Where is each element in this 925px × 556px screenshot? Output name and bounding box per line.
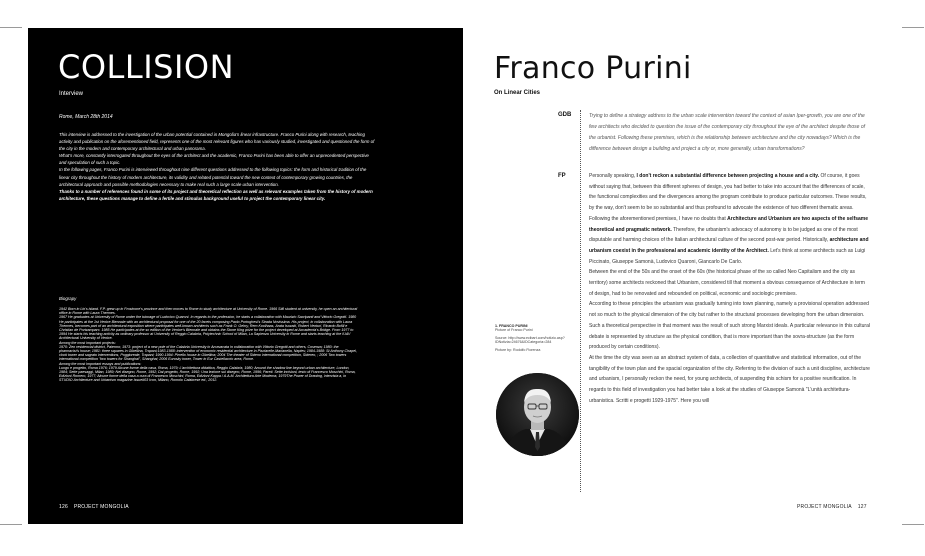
caption-title: 1. FRANCO PURINI bbox=[495, 324, 528, 328]
bio-paragraph: Among the most important projects: bbox=[59, 340, 116, 345]
page-subtitle: Interview bbox=[59, 91, 84, 97]
answer-paragraph bbox=[589, 171, 870, 267]
answer-speaker-label: FP bbox=[558, 173, 566, 179]
caption-title-block bbox=[495, 324, 583, 333]
crop-mark bbox=[0, 27, 22, 28]
bio-paragraph: Luogo e progetto, Roma 1976; 1979 Alcune forme della casa, Roma, 1979; L'architettura didattica, Reggio Calabria, 1980; Around the shadow line beyond urban architecture, London, 1984; Sette paesaggi, Milan, 1989; Nel disegno, Rome, 1992; Dal progetto, Rome, 1992; Una lezione sul disegno, Rome, 1996; Pareti. Sette incisioni, testo di Francesco Moschini, Roma, Edizioni Romero, 1977; Alcune forme della casa a cura di Francesco Moschini, Roma, Edizioni Kappa / A.A.M. Architettura Arte Moderna, 1979The Power of Drawing, intervista a, in STUDIO Architecture and Urbanism magazine Issue#03 Icon, Milano, Romolo Calabrese ed., 2012. bbox=[59, 365, 356, 383]
answer-text bbox=[589, 171, 870, 406]
answer-paragraph: Between the end of the 50s and the onset of the 60s (the historical phase of the so called Neo Capitalism and the city as territory) some architects reckoned that Urbanism, considered till that moment a obvious consequence of Architecture in term of design, had to be renovated and rebounded on political, economic and sociologic premises. bbox=[589, 269, 865, 297]
interviewee-name: Franco Purini bbox=[494, 51, 692, 86]
bio-paragraph: 1967 He graduates at University of Rome under the tutorage of Ludovico Quaroni. In regards to the profession, he starts a collaboration with Maurizio Sacripanti and Vittorio Gregotti. 1980 He participates at the 1st Venice Biennale with an architectural proposal for one of the 20 facets composing Paolo Portoghesi's Strada Novissima. His project, in collaboration with Laura Thermes, becomes part of an architectural exposition where participates well-known architects such as Frank O. Gehry, Rem Koolhaas, Arata Isozaki, Robert Venturi, Ricardo Bofill e Christian de Portzamparc. 1985 He participates at the sx edition of the Venice's Biennale and obtains the Stone King prize for the project developed at Accademia's Bridge. From 1977 to 1994 He starts his teaching activity as ordinary professor at University of Reggio Calabria, Polytechnic School of Milan, La Sapienza University in Rome and starts teaching at the IUAV Architectural University of Venice. bbox=[59, 315, 357, 341]
answer-run: Personally speaking, bbox=[589, 173, 637, 179]
intro-text bbox=[59, 131, 377, 202]
page-number: 127 bbox=[857, 504, 867, 510]
left-page bbox=[28, 28, 463, 524]
page-folio bbox=[797, 504, 867, 510]
caption-source: Source: http://www.ecibart.com/hotizio.asp?IDNotizia=24676&IDCategoria=284 bbox=[495, 335, 565, 345]
portrait-illustration bbox=[496, 373, 579, 456]
bio-paragraph: 1970: Zen residencial district, Palermo; 1973: project of a new pole of the Calabria University in Arcavacata in collaboration with Vittorio Gregotti and others, Cosenza; 1980: the pharmacist's house; 1981: three squares in Gibellina, Trapani;1983-1988: intervention of economic residential architecture in Pisciarelle-Marianella, Naples; 1984-1988: St Anthony Chapel, clock tower and sagrato interventions, Poggioreale, Trapani; 1990-1994: Pirrello house in Gibellina; 2004 The theater of Sideno international competition, Sidereo, ; 2006 Two towers international competition "two towers for Shanghai", Shanghai; 2006 Eurosky tower, Tower in Eur Castellaccio area, Rome. bbox=[59, 344, 357, 362]
answer-run: Of course, it goes without saying that, between this different spheres of design, you had better to take into account that the differences of scale, the functional complexities and the divergences among the program contribute to produce particular outcomes. These results, by the way, don't seem to be so substantial and thus profound to advocate the existence of two different thematic areas. Following the aforementioned premises, I have no doubts that bbox=[589, 173, 867, 222]
intro-paragraph: What's more, constantly interrogated throughout the eyes of the architect and the academic, Franco Purini has been able to offer an unprecedented perspective and speculation of such a topic. bbox=[59, 153, 369, 166]
question-text: Trying to define a strategy address to the urban scale intervention toward the context of asian Iper-growth, you are one of the few architects who decided to question the issue of the contemporary city throughout the eye of the architect despite those of the urbanist. Following these premises, which is the relationship between architecture and the city nowadays? Which is the difference between design a building and project a city or, more generally, urban transformations? bbox=[589, 113, 865, 152]
caption-credit: Picture by: Rodolfo Fiorenza bbox=[495, 347, 541, 352]
intro-paragraph: In the following pages, Franco Purini is interviewed throughout nine different questions addressed to the following topics: the form and historical tradition of the linear city throughout the history of modern architecture, its validity and related potential toward the new context of contemporary growing countries, the architectural approach and possible methodologies necessary to make real such a large scale urban intervention. bbox=[59, 167, 367, 187]
interview-topic: On Linear Cities bbox=[494, 90, 541, 96]
biography-heading: Biograpy bbox=[59, 296, 77, 301]
answer-run-bold: Architecture and Urbanism are two aspects of the selfsame theoretical and pragmatic network. bbox=[589, 215, 869, 233]
answer-run: Let's think at some architects such as Luigi Piccinato, Giuseppe Samonà, Ludovico Quaroni, Giancarlo De Carlo. bbox=[589, 247, 866, 265]
crop-mark bbox=[902, 27, 924, 28]
page-folio bbox=[59, 504, 135, 510]
right-page bbox=[463, 28, 894, 524]
crop-mark bbox=[902, 524, 924, 525]
answer-run: Therefore, the urbanism's advocacy of autonomy is to be judged as one of the most disputable and harming choices of the Italian architectural culture of the second post-war period. Historically, bbox=[589, 226, 858, 244]
biography-text bbox=[59, 307, 359, 383]
magazine-spread bbox=[28, 28, 894, 524]
answer-run-bold: I don't reckon a substantial difference between projecting a house and a city. bbox=[636, 173, 820, 179]
portrait-photo bbox=[496, 373, 579, 456]
interview-date: Rome, March 28th 2014 bbox=[59, 114, 113, 120]
crop-mark bbox=[0, 524, 22, 525]
bio-paragraph: Among the most important essays and publications: bbox=[59, 361, 142, 366]
answer-run-bold: architecture and urbanism coexist in the professional and academic identity of the Architect. bbox=[589, 237, 869, 254]
page-title: COLLISION bbox=[58, 48, 234, 86]
folio-label: PROJECT MONGOLIA bbox=[797, 504, 852, 510]
bio-paragraph: 1942 Born in Lin's island. F.P. grew up in Frosinone's province and then moves to Rome to study architecture at University of Rome. 1966 Still student at university, he open an architectural office in Rome with Laura Thermes. bbox=[59, 307, 358, 316]
answer-paragraph: According to these principles the urbanism was gradually turning into town planning, namely a provisional operation addressed not so much to the physical dimension of the city but rather to the structural processes developing from the urban dimension. Such a theoretical perspective in that moment was the result of such strong Marxist ideals. A particular relevance in this cultural debate is represented by structure as the physical condition, that is more important than the sovra-structure (as the form produced by certain conditions). bbox=[589, 301, 870, 351]
page-number: 126 bbox=[59, 504, 68, 510]
caption-subtitle: Picture of Franco Purini bbox=[495, 328, 533, 333]
photo-caption bbox=[495, 324, 583, 355]
column-divider bbox=[580, 110, 581, 492]
answer-paragraph: At the time the city was seen as an abstract system of data, a collection of quantitative and statistical information, out of the tangibility of the town plan and the spacial organization of the city. Referring to the division of such a unit discipline, architecture and urbanism, I personally reckon the need, for young architects, of suspending this schism for a positive reunification. In regards to this field of investigation you had better take a look at the studies of Giuseppe Samonà "L'unità architettura-urbanistica. Scritti e progetti 1929-1975". Here you will bbox=[589, 354, 870, 404]
question-speaker-label: GDB bbox=[558, 112, 572, 118]
folio-label: PROJECT MONGOLIA bbox=[73, 504, 129, 510]
intro-paragraph-bold: Thanks to a number of references found in some of its project and theoretical reflection as well as relevant examples taken from the history of modern architecture, these questions manage to define a fertile and stimulus background useful to project the contemporary linear city. bbox=[59, 188, 373, 201]
intro-paragraph: This interview is addressed to the investigation of the urban potential contained in Mongolia's linear infrastructure. Franco Purini along with research, teaching activity and publication on the aforementioned field, represents one of the most relevant figures who has variously studied, investigated and questioned the form of the city in the modern and contemporary architectural and urban panorama. bbox=[59, 132, 375, 152]
